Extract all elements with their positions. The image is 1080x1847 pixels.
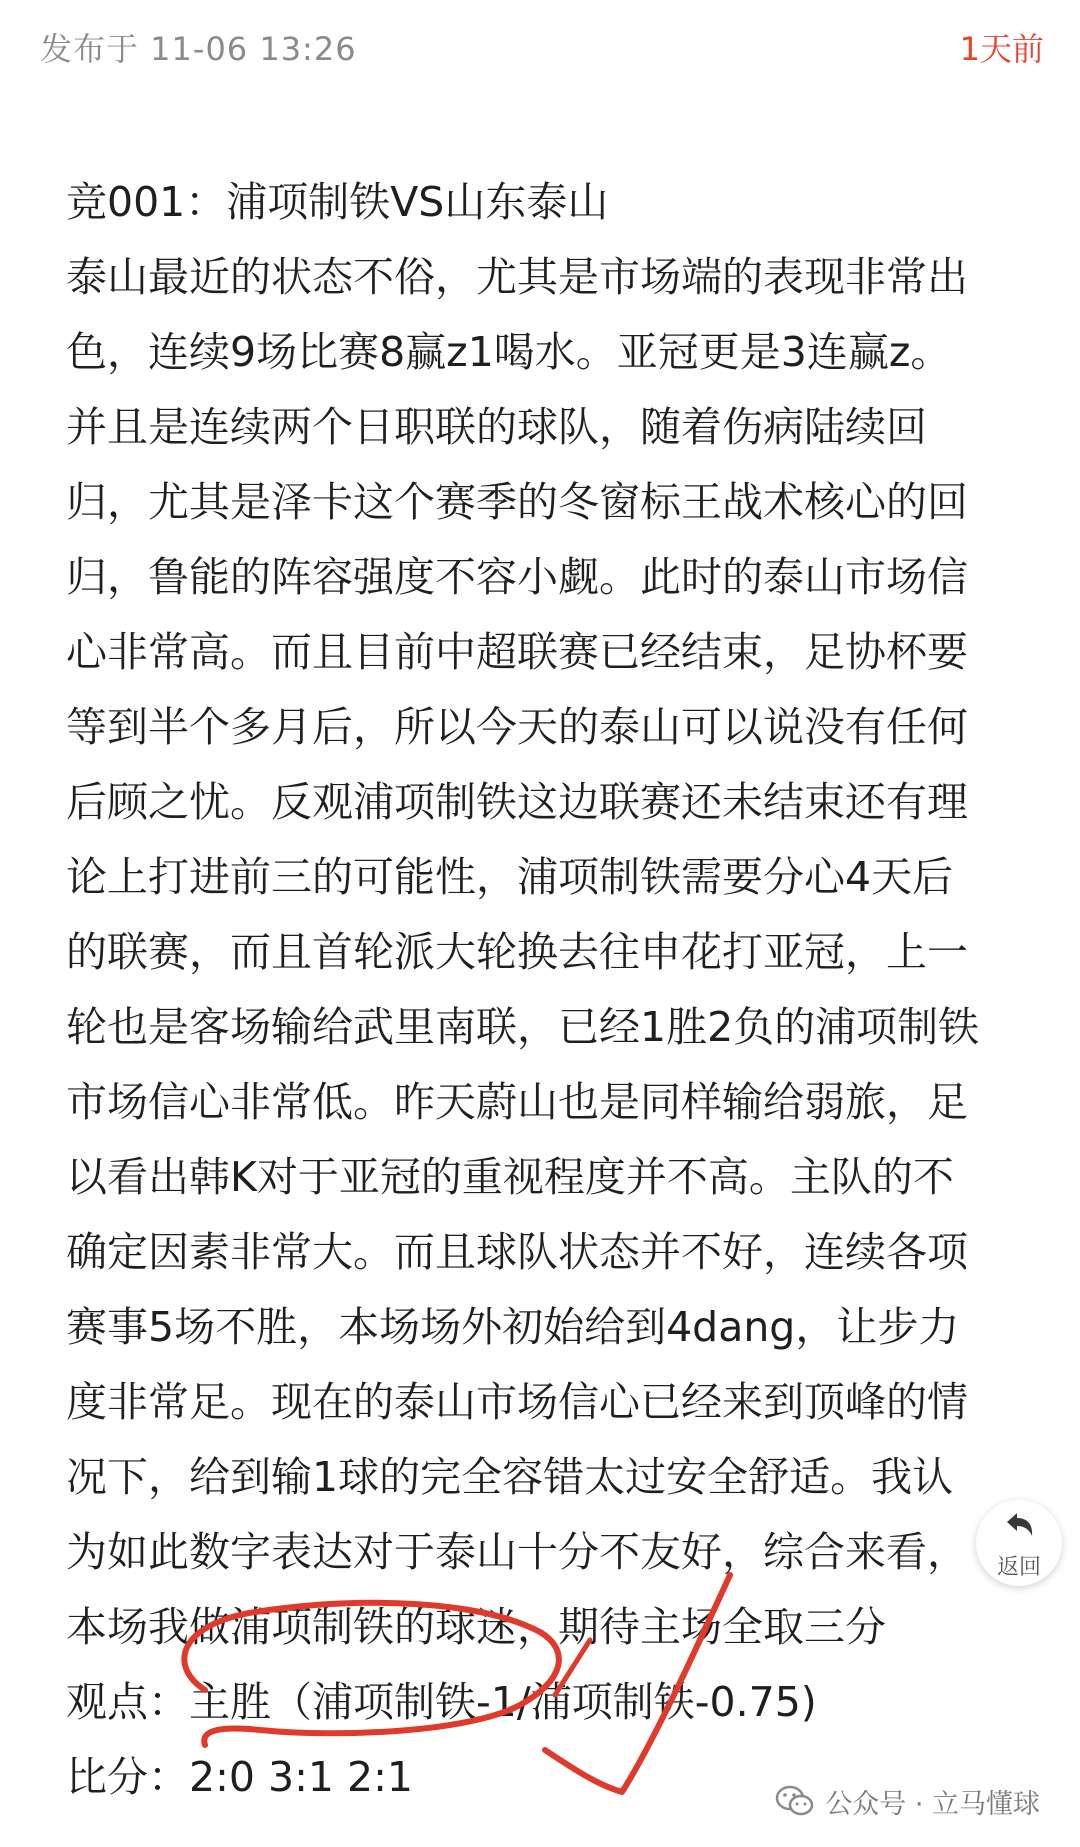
article-line: 的联赛，而且首轮派大轮换去往申花打亚冠，上一 (66, 928, 968, 976)
watermark (775, 1776, 1040, 1826)
back-arrow-icon (1003, 1510, 1035, 1544)
wechat-icon (775, 1784, 815, 1818)
publish-time: 发布于 11-06 13:26 (40, 30, 357, 68)
article-line: 况下，给到输1球的完全容错太过安全舒适。我认 (66, 1453, 954, 1501)
article-line: 心非常高。而且目前中超联赛已经结束，足协杯要 (66, 628, 968, 676)
post-header (0, 0, 1080, 100)
watermark-text: 公众号 · 立马懂球 (825, 1788, 1040, 1820)
article-title: 竞001：浦项制铁VS山东泰山 (66, 178, 609, 226)
article-line: 归，鲁能的阵容强度不容小觑。此时的泰山市场信 (66, 553, 968, 601)
relative-time: 1天前 (959, 30, 1044, 68)
article-line: 泰山最近的状态不俗，尤其是市场端的表现非常出 (66, 253, 968, 301)
article-line: 并且是连续两个日职联的球队，随着伤病陆续回 (66, 403, 927, 451)
article-line: 轮也是客场输给武里南联，已经1胜2负的浦项制铁 (66, 1003, 980, 1051)
score-line: 比分：2:0 3:1 2:1 (66, 1753, 414, 1801)
article-line: 等到半个多月后，所以今天的泰山可以说没有任何 (66, 703, 968, 751)
article-line: 色，连续9场比赛8赢z1喝水。亚冠更是3连赢z。 (66, 328, 952, 376)
article-line: 为如此数字表达对于泰山十分不友好，综合来看， (66, 1528, 968, 1576)
article-line: 市场信心非常低。昨天蔚山也是同样输给弱旅，足 (66, 1078, 968, 1126)
back-button[interactable] (976, 1500, 1062, 1586)
article-line: 论上打进前三的可能性，浦项制铁需要分心4天后 (66, 853, 954, 901)
prediction-line: 观点：主胜（浦项制铁-1/浦项制铁-0.75) (66, 1678, 817, 1726)
article-line: 赛事5场不胜，本场场外初始给到4dang，让步力 (66, 1303, 960, 1351)
article-line: 本场我做浦项制铁的球迷，期待主场全取三分 (66, 1603, 886, 1651)
article-line: 后顾之忧。反观浦项制铁这边联赛还未结束还有理 (66, 778, 968, 826)
article-body (66, 165, 1026, 1815)
article-line: 确定因素非常大。而且球队状态并不好，连续各项 (66, 1228, 968, 1276)
back-label: 返回 (996, 1555, 1041, 1580)
article-line: 归，尤其是泽卡这个赛季的冬窗标王战术核心的回 (66, 478, 968, 526)
article-line: 以看出韩K对于亚冠的重视程度并不高。主队的不 (66, 1153, 954, 1201)
article-line: 度非常足。现在的泰山市场信心已经来到顶峰的情 (66, 1378, 968, 1426)
